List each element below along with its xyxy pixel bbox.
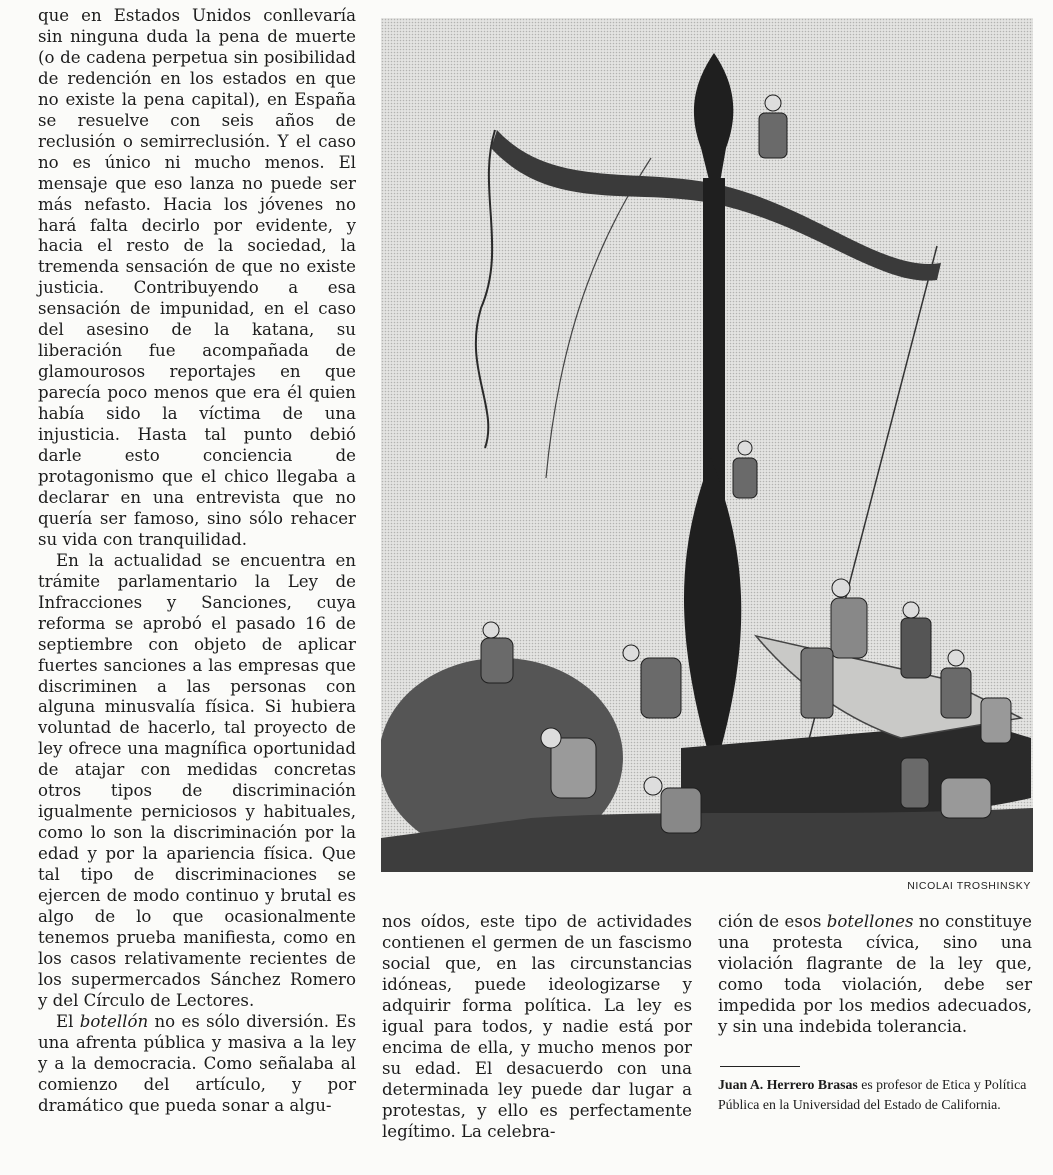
paragraph-3-start: El [56, 1011, 80, 1031]
paragraph-3-rest: no es sólo diversión. Es una afrenta pública y masiva a la ley y a la democracia. Como señalaba al comienzo del artículo, y por dramático que pueda sonar a algu- [38, 1011, 356, 1115]
italic-term: botellones [826, 912, 914, 931]
article-column-2 [382, 912, 692, 1142]
illustration-credit: NICOLAI TROSHINSKY [907, 880, 1031, 892]
column-3-start: ción de esos [718, 912, 827, 931]
column-2-text: nos oídos, este tipo de actividades contienen el germen de un fascismo social que, en las circunstancias idóneas, puede ideologizarse y adquirir forma política. La ley es igual para todos, y nadie está por encima de ella, y mucho menos por su edad. El desacuerdo con una determinada ley puede dar lugar a protestas, y ello es perfectamente legítimo. La celebra- [382, 912, 692, 1141]
article-column-3 [718, 912, 1032, 1038]
paragraph-3 [38, 1012, 356, 1117]
paragraph-2: En la actualidad se encuentra en trámite parlamentario la Ley de Infracciones y Sanciones, cuya reforma se aprobó el pasado 16 de septiembre con objeto de aplicar fuertes sanciones a las empresas que discriminen a las personas con alguna minusvalía física. Si hubiera voluntad de hacerlo, tal proyecto de ley ofrece una magnífica oportunidad de atajar con medidas concretas otros tipos de discriminación igualmente perniciosos y habituales, como lo son la discriminación por la edad y por la apariencia física. Que tal tipo de discriminaciones se ejercen de modo continuo y brutal es algo de lo que ocasionalmente tenemos prueba manifiesta, como en los casos relativamente recientes de los supermercados Sánchez Romero y del Círculo de Lectores. [38, 550, 356, 1010]
bio-divider [720, 1066, 800, 1067]
author-name: Juan A. Herrero Brasas [718, 1077, 858, 1092]
author-bio [718, 1075, 1034, 1114]
author-bio-text: es profesor de Etica y Política Pública en la Universidad del Estado de California. [718, 1077, 1027, 1112]
italic-term: botellón [79, 1011, 149, 1031]
paragraph-1: que en Estados Unidos conllevaría sin ninguna duda la pena de muerte (o de cadena perpetua sin posibilidad de redención en los estados en que no existe la pena capital), en España se resuelve con seis años de reclusión o semirreclusión. Y el caso no es único ni mucho menos. El mensaje que eso lanza no puede ser más nefasto. Hacia los jóvenes no hará falta decirlo por evidente, y hacia el resto de la sociedad, la tremenda sensación de que no existe justicia. Contribuyendo a esa sensación de impunidad, en el caso del asesino de la katana, su liberación fue acompañada de glamourosos reportajes en que parecía poco menos que era él quien había sido la víctima de una injusticia. Hasta tal punto debió darle esto conciencia de protagonismo que el chico llegaba a declarar en una entrevista que no quería ser famoso, sino sólo rehacer su vida con tranquilidad. [38, 6, 356, 549]
illustration [381, 18, 1033, 872]
column-3-rest: no constituye una protesta cívica, sino una violación flagrante de la ley que, como toda violación, debe ser impedida por los medios adecuados, y sin una indebida tolerancia. [718, 912, 1032, 1036]
column-3-text [718, 912, 1032, 1038]
article-column-1 [38, 6, 356, 1117]
